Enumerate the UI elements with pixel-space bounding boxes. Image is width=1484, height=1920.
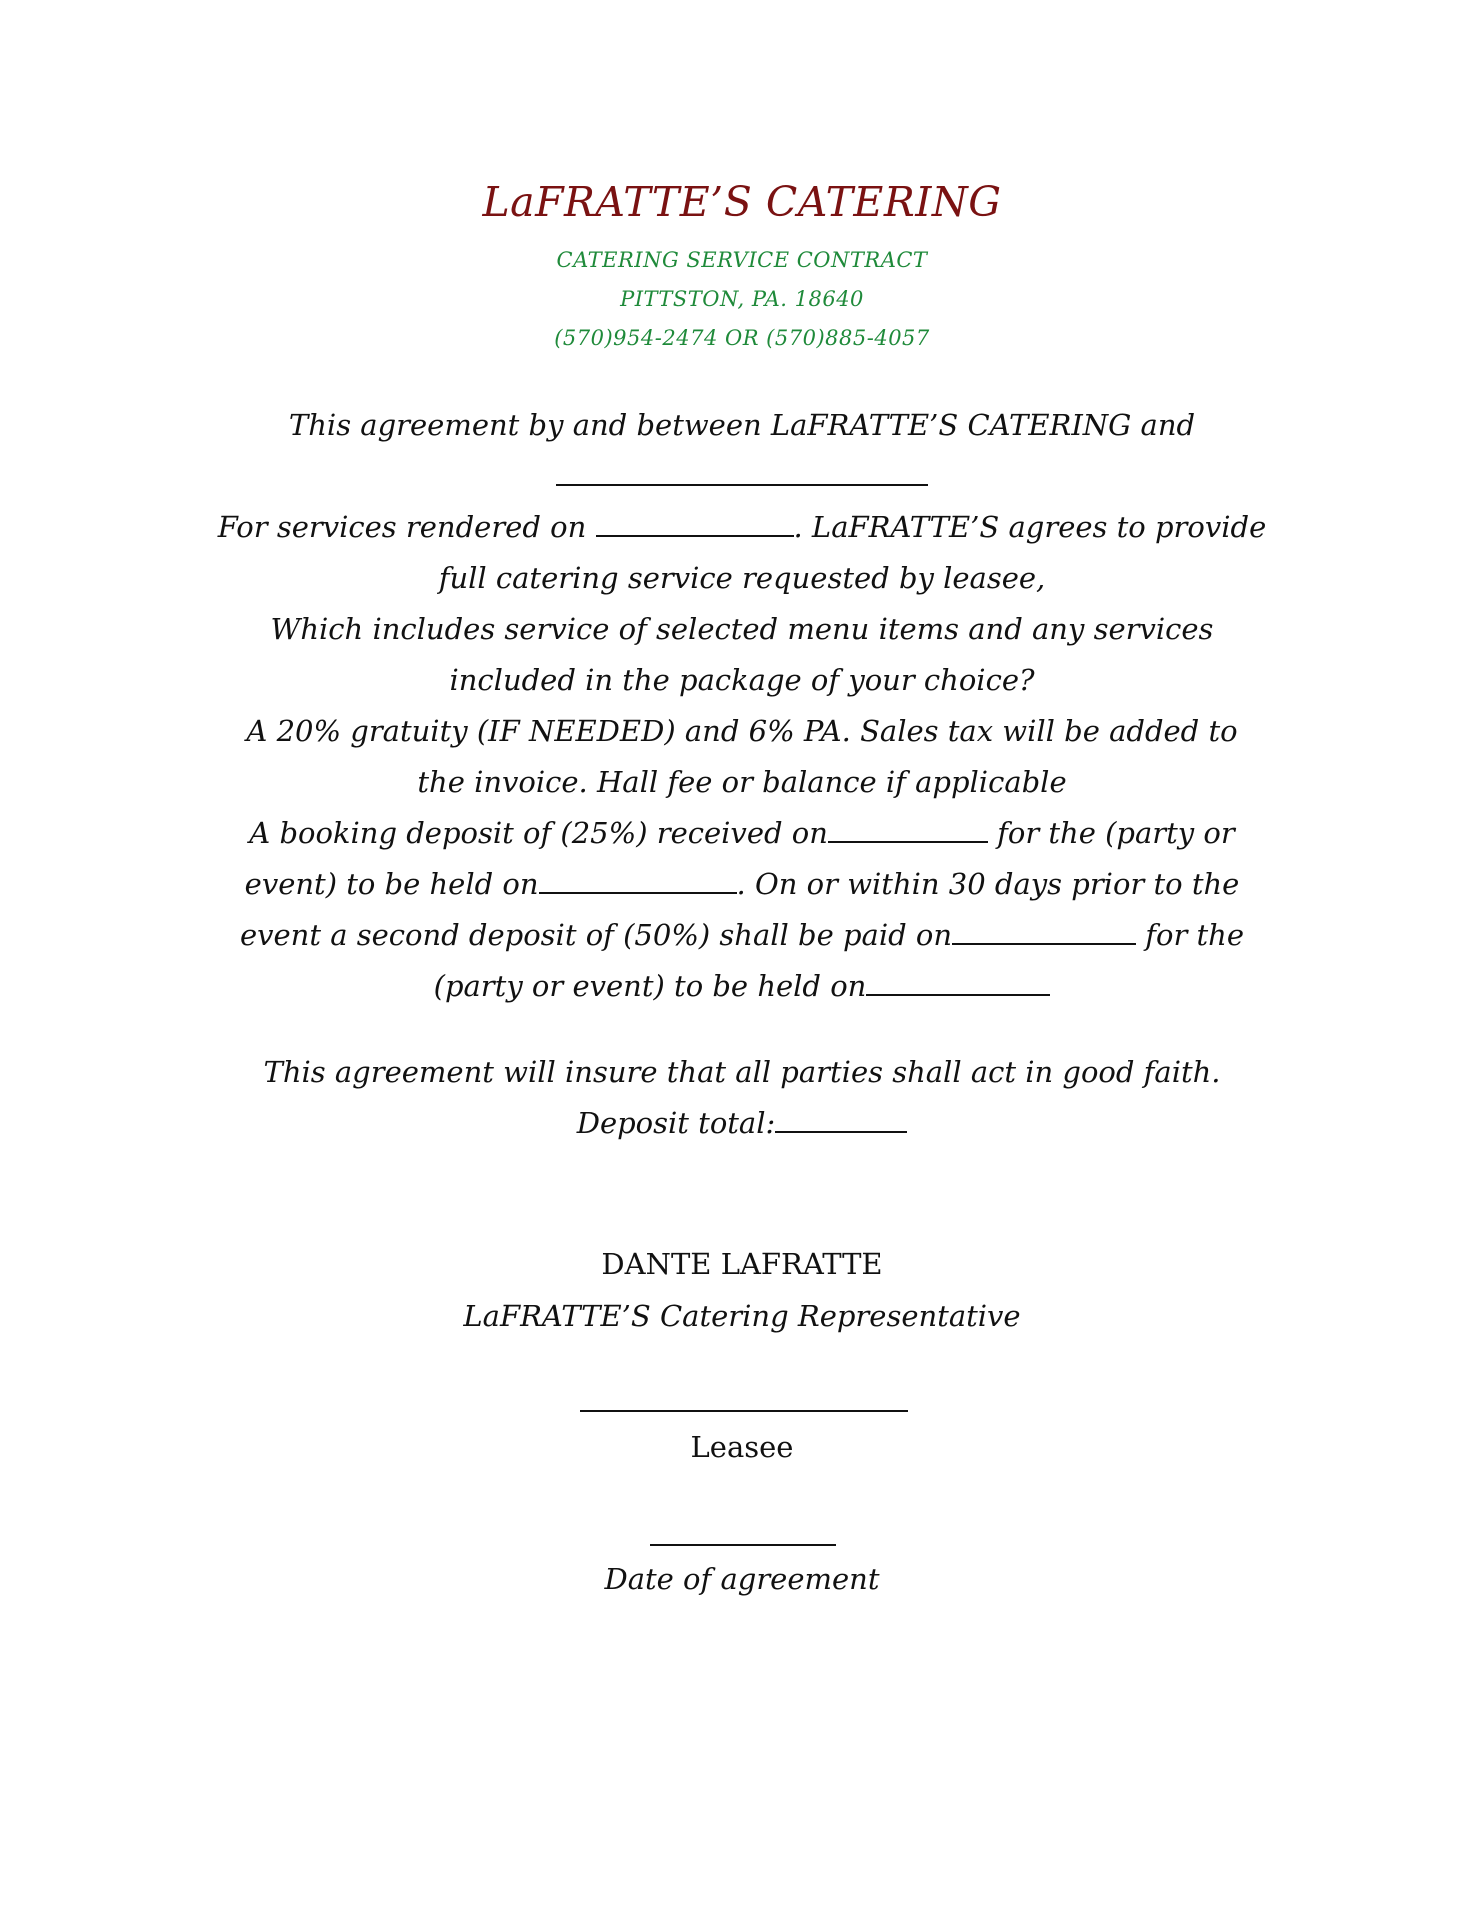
agreement-line-11 [0, 910, 1484, 961]
agreement-body [0, 400, 1484, 1149]
deposit-total-line [0, 1098, 1484, 1149]
spacer [0, 1012, 1484, 1047]
agreement-line-3 [0, 502, 1484, 553]
agreement-line-7: A 20% gratuity (IF NEEDED) and 6% PA. Sales tax will be added to [246, 714, 1238, 748]
agreement-line-8: the invoice. Hall fee or balance if applicable [417, 765, 1067, 799]
event-date-prefix: event) to be held on [244, 867, 539, 901]
leasee-label: Leasee [690, 1430, 794, 1464]
second-event-prefix: (party or event) to be held on [433, 969, 867, 1003]
company-phones: (570)954-2474 OR (570)885-4057 [554, 326, 930, 350]
client-name-line [0, 451, 1484, 502]
representative-title: LaFRATTE’S Catering Representative [463, 1299, 1021, 1333]
agreement-line-9 [0, 808, 1484, 859]
date-signature-line[interactable] [650, 1544, 836, 1546]
event-date-blank[interactable] [539, 866, 737, 894]
agreement-line-10 [0, 859, 1484, 910]
agreement-line-1: This agreement by and between LaFRATTE’S CATERING and [288, 408, 1196, 442]
representative-name: DANTE LAFRATTE [601, 1247, 883, 1281]
second-deposit-prefix: event a second deposit of (50%) shall be paid on [239, 918, 953, 952]
company-location: PITTSTON, PA. 18640 [620, 287, 864, 311]
agreement-line-4: full catering service requested by leasee, [438, 561, 1046, 595]
booking-deposit-date-blank[interactable] [828, 815, 988, 843]
deposit-total-label: Deposit total: [576, 1106, 776, 1140]
client-name-blank[interactable] [556, 458, 928, 486]
booking-deposit-prefix: A booking deposit of (25%) received on [249, 816, 828, 850]
leasee-signature-line[interactable] [580, 1410, 908, 1412]
good-faith-line: This agreement will insure that all parties shall act in good faith. [263, 1055, 1221, 1089]
deposit-total-blank[interactable] [775, 1105, 907, 1133]
agreement-line-12 [0, 961, 1484, 1012]
event-date-suffix: . On or within 30 days prior to the [736, 867, 1240, 901]
company-title: LaFRATTE’S CATERING [482, 178, 1002, 226]
second-deposit-suffix: for the [1136, 918, 1245, 952]
services-date-blank[interactable] [596, 509, 794, 537]
services-date-suffix: . LaFRATTE’S agrees to provide [793, 510, 1267, 544]
contract-type: CATERING SERVICE CONTRACT [556, 248, 928, 272]
agreement-line-5: Which includes service of selected menu items and any services [270, 612, 1214, 646]
second-deposit-date-blank[interactable] [952, 917, 1136, 945]
services-date-prefix: For services rendered on [217, 510, 596, 544]
second-event-date-blank[interactable] [866, 968, 1050, 996]
agreement-line-6: included in the package of your choice? [449, 663, 1035, 697]
date-of-agreement-label: Date of agreement [604, 1562, 880, 1596]
booking-deposit-suffix: for the (party or [987, 816, 1235, 850]
